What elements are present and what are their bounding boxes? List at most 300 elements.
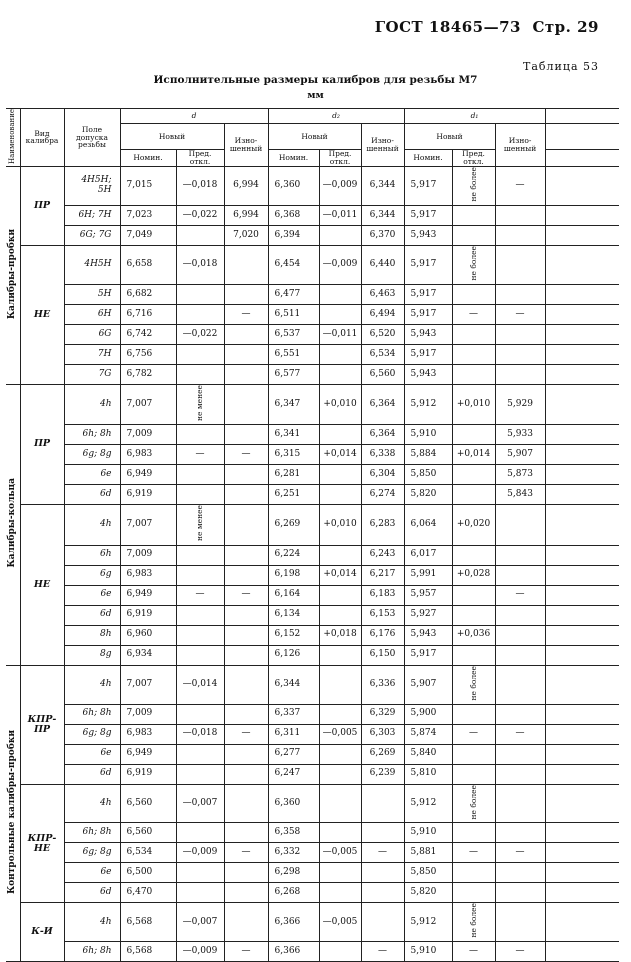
d2-nom: 6,347 bbox=[268, 384, 319, 424]
d2-nom: 6,341 bbox=[268, 425, 319, 445]
d2-izn: 6,336 bbox=[361, 665, 404, 704]
d-nom: 6,534 bbox=[120, 843, 176, 863]
d-nom: 6,919 bbox=[120, 764, 176, 784]
tolerance-field: 6e bbox=[64, 744, 120, 764]
table-row bbox=[6, 645, 619, 665]
d1-pred: — bbox=[452, 724, 495, 744]
d2-izn bbox=[361, 823, 404, 843]
d-pred bbox=[176, 863, 224, 883]
d1-izn bbox=[495, 744, 545, 764]
d2-izn bbox=[361, 883, 404, 903]
d1-izn bbox=[495, 284, 545, 304]
d2-izn bbox=[361, 903, 404, 942]
group-label-text: Калибры-кольца bbox=[7, 478, 18, 568]
d2-pred bbox=[319, 823, 361, 843]
d1-pred: +0,036 bbox=[452, 625, 495, 645]
d1-nom: 5,874 bbox=[404, 724, 452, 744]
d1-izn bbox=[495, 784, 545, 823]
d2-izn: 6,269 bbox=[361, 744, 404, 764]
d1-izn bbox=[495, 344, 545, 364]
col-d1-new: Новый bbox=[404, 124, 495, 150]
row-pad bbox=[545, 425, 619, 445]
d1-pred bbox=[452, 823, 495, 843]
d2-izn: 6,344 bbox=[361, 166, 404, 205]
d-nom: 6,919 bbox=[120, 605, 176, 625]
d1-izn: — bbox=[495, 724, 545, 744]
row-pad bbox=[545, 384, 619, 424]
d-izn bbox=[224, 284, 268, 304]
d1-izn bbox=[495, 863, 545, 883]
col-d2-izn: Изно-шенный bbox=[361, 124, 404, 167]
d2-pred bbox=[319, 344, 361, 364]
d2-nom: 6,477 bbox=[268, 284, 319, 304]
d1-nom: 5,927 bbox=[404, 605, 452, 625]
tolerance-field: 6d bbox=[64, 883, 120, 903]
d2-nom: 6,394 bbox=[268, 225, 319, 245]
d2-nom: 6,511 bbox=[268, 304, 319, 324]
d1-pred bbox=[452, 605, 495, 625]
d-izn: 6,994 bbox=[224, 166, 268, 205]
d2-pred: —0,009 bbox=[319, 166, 361, 205]
d-nom: 6,983 bbox=[120, 565, 176, 585]
d2-nom: 6,298 bbox=[268, 863, 319, 883]
row-pad bbox=[545, 505, 619, 545]
d2-izn: 6,338 bbox=[361, 445, 404, 465]
d1-pred bbox=[452, 344, 495, 364]
d-pred bbox=[176, 284, 224, 304]
tolerance-field: 6H; 7H bbox=[64, 205, 120, 225]
table-row bbox=[6, 485, 619, 505]
d2-izn: 6,364 bbox=[361, 425, 404, 445]
group-label bbox=[6, 665, 20, 962]
d-izn bbox=[224, 344, 268, 364]
row-pad bbox=[545, 344, 619, 364]
d1-pred bbox=[452, 645, 495, 665]
d1-nom: 5,912 bbox=[404, 784, 452, 823]
d2-pred: —0,011 bbox=[319, 324, 361, 344]
tolerance-field: 6g; 8g bbox=[64, 445, 120, 465]
d1-nom: 5,910 bbox=[404, 823, 452, 843]
col-d: d bbox=[120, 109, 268, 124]
d1-nom: 5,820 bbox=[404, 883, 452, 903]
d2-izn: 6,520 bbox=[361, 324, 404, 344]
tolerance-field: 6g; 8g bbox=[64, 724, 120, 744]
table-row bbox=[6, 665, 619, 704]
row-pad bbox=[545, 645, 619, 665]
d-pred: —0,009 bbox=[176, 942, 224, 962]
d1-izn bbox=[495, 505, 545, 545]
d2-izn: 6,534 bbox=[361, 344, 404, 364]
row-pad bbox=[545, 784, 619, 823]
d1-nom: 6,064 bbox=[404, 505, 452, 545]
d-pred: —0,014 bbox=[176, 665, 224, 704]
col-d2: d₂ bbox=[268, 109, 404, 124]
d1-nom: 5,943 bbox=[404, 225, 452, 245]
d2-nom: 6,454 bbox=[268, 245, 319, 284]
tolerance-field: 6e bbox=[64, 863, 120, 883]
d-izn bbox=[224, 485, 268, 505]
d1-pred: +0,010 bbox=[452, 384, 495, 424]
d2-nom: 6,277 bbox=[268, 744, 319, 764]
d2-izn: 6,150 bbox=[361, 645, 404, 665]
d-pred: —0,022 bbox=[176, 205, 224, 225]
d-pred bbox=[176, 744, 224, 764]
tolerance-field: 6g; 8g bbox=[64, 843, 120, 863]
d2-izn: 6,304 bbox=[361, 465, 404, 485]
d2-pred bbox=[319, 465, 361, 485]
row-pad bbox=[545, 364, 619, 384]
d2-izn: 6,463 bbox=[361, 284, 404, 304]
d2-pred: +0,010 bbox=[319, 505, 361, 545]
kind-label: ПР bbox=[20, 166, 64, 245]
table-row bbox=[6, 585, 619, 605]
d-pred bbox=[176, 505, 224, 545]
d-nom: 7,007 bbox=[120, 384, 176, 424]
d-izn bbox=[224, 545, 268, 565]
d-nom: 6,470 bbox=[120, 883, 176, 903]
row-pad bbox=[545, 304, 619, 324]
note-ne-menee: не менее bbox=[195, 505, 205, 542]
d-pred: —0,022 bbox=[176, 324, 224, 344]
d1-izn: — bbox=[495, 942, 545, 962]
d-nom: 6,983 bbox=[120, 445, 176, 465]
page-number: Стр. 29 bbox=[532, 18, 599, 36]
d2-nom: 6,311 bbox=[268, 724, 319, 744]
d-izn bbox=[224, 823, 268, 843]
d1-nom: 5,917 bbox=[404, 205, 452, 225]
d2-izn: 6,560 bbox=[361, 364, 404, 384]
d-nom: 6,716 bbox=[120, 304, 176, 324]
d-nom: 6,568 bbox=[120, 903, 176, 942]
d-nom: 6,568 bbox=[120, 942, 176, 962]
d1-izn: 5,933 bbox=[495, 425, 545, 445]
tolerance-field: 7G bbox=[64, 364, 120, 384]
d2-nom: 6,368 bbox=[268, 205, 319, 225]
d2-izn: 6,494 bbox=[361, 304, 404, 324]
d2-nom: 6,152 bbox=[268, 625, 319, 645]
d-izn: 7,020 bbox=[224, 225, 268, 245]
d-pred: —0,009 bbox=[176, 843, 224, 863]
d2-pred bbox=[319, 225, 361, 245]
d2-nom: 6,366 bbox=[268, 942, 319, 962]
d1-izn bbox=[495, 545, 545, 565]
d-nom: 7,007 bbox=[120, 505, 176, 545]
d-pred bbox=[176, 485, 224, 505]
d-izn: — bbox=[224, 942, 268, 962]
d2-nom: 6,269 bbox=[268, 505, 319, 545]
tolerance-field: 6d bbox=[64, 764, 120, 784]
col-d1-izn: Изно-шенный bbox=[495, 124, 545, 167]
d-izn bbox=[224, 245, 268, 284]
tolerance-field: 4h bbox=[64, 384, 120, 424]
d-izn bbox=[224, 565, 268, 585]
d1-pred bbox=[452, 744, 495, 764]
tolerance-field: 6d bbox=[64, 605, 120, 625]
d-izn bbox=[224, 645, 268, 665]
col-d2-nom: Номин. bbox=[268, 150, 319, 167]
d1-nom: 5,943 bbox=[404, 324, 452, 344]
group-label-text: Контрольные калибры-пробки bbox=[7, 729, 18, 894]
group-label-text: Калибры-пробки bbox=[7, 228, 18, 319]
col-d1-pred: Пред. откл. bbox=[452, 150, 495, 167]
row-pad bbox=[545, 166, 619, 205]
d2-nom: 6,332 bbox=[268, 843, 319, 863]
d1-pred bbox=[452, 485, 495, 505]
d1-pred: +0,020 bbox=[452, 505, 495, 545]
d1-izn: 5,929 bbox=[495, 384, 545, 424]
tolerance-field: 4h bbox=[64, 784, 120, 823]
page-header bbox=[375, 18, 599, 36]
d2-pred bbox=[319, 704, 361, 724]
d-pred bbox=[176, 605, 224, 625]
table-row bbox=[6, 605, 619, 625]
col-d1: d₁ bbox=[404, 109, 545, 124]
d2-nom: 6,337 bbox=[268, 704, 319, 724]
d-izn: — bbox=[224, 724, 268, 744]
d2-pred bbox=[319, 304, 361, 324]
tolerance-field: 5H bbox=[64, 284, 120, 304]
d2-izn: — bbox=[361, 942, 404, 962]
d2-nom: 6,224 bbox=[268, 545, 319, 565]
group-label bbox=[6, 384, 20, 665]
col-d-nom: Номин. bbox=[120, 150, 176, 167]
d1-pred bbox=[452, 465, 495, 485]
d1-izn bbox=[495, 364, 545, 384]
d1-nom: 5,912 bbox=[404, 384, 452, 424]
d-nom: 7,009 bbox=[120, 704, 176, 724]
d2-nom: 6,577 bbox=[268, 364, 319, 384]
d1-izn: 5,843 bbox=[495, 485, 545, 505]
d1-pred bbox=[452, 245, 495, 284]
d2-pred: +0,010 bbox=[319, 384, 361, 424]
d1-izn: 5,907 bbox=[495, 445, 545, 465]
table-row bbox=[6, 364, 619, 384]
col-d2-pred: Пред. откл. bbox=[319, 150, 361, 167]
col-naim: Наименование bbox=[6, 109, 20, 167]
d1-pred: +0,014 bbox=[452, 445, 495, 465]
row-pad bbox=[545, 565, 619, 585]
d-nom: 6,560 bbox=[120, 823, 176, 843]
row-pad bbox=[545, 843, 619, 863]
d-izn bbox=[224, 364, 268, 384]
row-pad bbox=[545, 863, 619, 883]
col-d-pred: Пред. откл. bbox=[176, 150, 224, 167]
d-izn bbox=[224, 465, 268, 485]
d-pred bbox=[176, 425, 224, 445]
d2-nom: 6,126 bbox=[268, 645, 319, 665]
tolerance-field: 6h; 8h bbox=[64, 425, 120, 445]
col-d2-new: Новый bbox=[268, 124, 361, 150]
gost-number: ГОСТ 18465—73 bbox=[374, 18, 521, 36]
d2-izn: 6,239 bbox=[361, 764, 404, 784]
d1-pred: — bbox=[452, 942, 495, 962]
d2-izn: 6,274 bbox=[361, 485, 404, 505]
table-title: Исполнительные размеры калибров для резьбы M7 bbox=[153, 74, 478, 86]
tolerance-field: 6e bbox=[64, 465, 120, 485]
d2-izn: 6,440 bbox=[361, 245, 404, 284]
d2-pred: —0,011 bbox=[319, 205, 361, 225]
table-row bbox=[6, 324, 619, 344]
d1-izn bbox=[495, 704, 545, 724]
d1-nom: 5,943 bbox=[404, 625, 452, 645]
d2-pred bbox=[319, 784, 361, 823]
d2-pred: +0,014 bbox=[319, 445, 361, 465]
d2-izn: 6,370 bbox=[361, 225, 404, 245]
d1-izn bbox=[495, 205, 545, 225]
calibre-table bbox=[6, 108, 619, 962]
tolerance-field: 6h; 8h bbox=[64, 823, 120, 843]
d-izn bbox=[224, 425, 268, 445]
d1-izn bbox=[495, 324, 545, 344]
d-nom: 6,983 bbox=[120, 724, 176, 744]
table-row bbox=[6, 465, 619, 485]
tolerance-field: 6H bbox=[64, 304, 120, 324]
d1-izn bbox=[495, 883, 545, 903]
note-ne-bolee: не более bbox=[468, 784, 478, 820]
d-izn bbox=[224, 784, 268, 823]
d1-pred: — bbox=[452, 843, 495, 863]
d1-nom: 5,917 bbox=[404, 344, 452, 364]
d1-izn: — bbox=[495, 304, 545, 324]
row-pad bbox=[545, 324, 619, 344]
d2-nom: 6,247 bbox=[268, 764, 319, 784]
d1-nom: 5,991 bbox=[404, 565, 452, 585]
d-nom: 6,560 bbox=[120, 784, 176, 823]
d1-pred: — bbox=[452, 304, 495, 324]
tolerance-field: 4h bbox=[64, 665, 120, 704]
d1-nom: 5,917 bbox=[404, 284, 452, 304]
d-nom: 7,009 bbox=[120, 425, 176, 445]
kind-label: НЕ bbox=[20, 505, 64, 665]
d-nom: 6,782 bbox=[120, 364, 176, 384]
table-row bbox=[6, 245, 619, 284]
d-izn bbox=[224, 625, 268, 645]
note-ne-bolee: не более bbox=[468, 665, 478, 701]
d-nom: 6,949 bbox=[120, 585, 176, 605]
table-row bbox=[6, 942, 619, 962]
d2-nom: 6,315 bbox=[268, 445, 319, 465]
tolerance-field: 6G; 7G bbox=[64, 225, 120, 245]
kind-label: К-И bbox=[20, 903, 64, 962]
table-row bbox=[6, 284, 619, 304]
d1-nom: 5,912 bbox=[404, 903, 452, 942]
tolerance-field: 4H5H bbox=[64, 245, 120, 284]
d1-pred bbox=[452, 903, 495, 942]
d-nom: 6,658 bbox=[120, 245, 176, 284]
d1-pred bbox=[452, 883, 495, 903]
d2-izn: 6,303 bbox=[361, 724, 404, 744]
d1-izn: — bbox=[495, 166, 545, 205]
d2-pred: —0,005 bbox=[319, 724, 361, 744]
d-nom: 6,919 bbox=[120, 485, 176, 505]
d2-nom: 6,358 bbox=[268, 823, 319, 843]
table-unit: мм bbox=[307, 90, 324, 101]
d-izn bbox=[224, 324, 268, 344]
table-number: Таблица 53 bbox=[523, 60, 599, 73]
d1-izn bbox=[495, 225, 545, 245]
d-izn bbox=[224, 605, 268, 625]
d1-izn: 5,873 bbox=[495, 465, 545, 485]
table-row bbox=[6, 445, 619, 465]
row-pad bbox=[545, 225, 619, 245]
d2-nom: 6,366 bbox=[268, 903, 319, 942]
kind-label: КПР-НЕ bbox=[20, 784, 64, 903]
d-pred bbox=[176, 704, 224, 724]
d-pred bbox=[176, 225, 224, 245]
d2-izn bbox=[361, 863, 404, 883]
d1-pred bbox=[452, 764, 495, 784]
row-pad bbox=[545, 724, 619, 744]
d-pred bbox=[176, 304, 224, 324]
table-row bbox=[6, 384, 619, 424]
d-pred bbox=[176, 465, 224, 485]
table-row bbox=[6, 744, 619, 764]
d1-nom: 5,917 bbox=[404, 166, 452, 205]
d1-pred bbox=[452, 205, 495, 225]
row-pad bbox=[545, 605, 619, 625]
table-row bbox=[6, 903, 619, 942]
d2-pred bbox=[319, 545, 361, 565]
row-pad bbox=[545, 665, 619, 704]
d2-pred bbox=[319, 883, 361, 903]
d2-izn: — bbox=[361, 843, 404, 863]
d2-izn: 6,283 bbox=[361, 505, 404, 545]
d1-nom: 5,957 bbox=[404, 585, 452, 605]
table-row bbox=[6, 724, 619, 744]
d2-pred bbox=[319, 764, 361, 784]
row-pad bbox=[545, 744, 619, 764]
table-row bbox=[6, 704, 619, 724]
d-izn bbox=[224, 505, 268, 545]
table-row bbox=[6, 166, 619, 205]
d2-izn: 6,329 bbox=[361, 704, 404, 724]
tolerance-field: 6d bbox=[64, 485, 120, 505]
d1-pred bbox=[452, 225, 495, 245]
tolerance-field: 4h bbox=[64, 505, 120, 545]
d2-nom: 6,198 bbox=[268, 565, 319, 585]
tolerance-field: 6h bbox=[64, 545, 120, 565]
d1-izn bbox=[495, 903, 545, 942]
d1-pred bbox=[452, 704, 495, 724]
col-d-new: Новый bbox=[120, 124, 224, 150]
col-vid: Вид калибра bbox=[20, 109, 64, 167]
d1-pred bbox=[452, 545, 495, 565]
table-row bbox=[6, 625, 619, 645]
d1-pred bbox=[452, 784, 495, 823]
d1-pred bbox=[452, 425, 495, 445]
row-pad bbox=[545, 585, 619, 605]
note-ne-bolee: не более bbox=[468, 166, 478, 202]
note-ne-bolee: не более bbox=[468, 903, 478, 938]
d1-izn: — bbox=[495, 843, 545, 863]
d-pred: —0,007 bbox=[176, 903, 224, 942]
d-nom: 7,023 bbox=[120, 205, 176, 225]
d2-pred bbox=[319, 425, 361, 445]
d2-pred: —0,005 bbox=[319, 843, 361, 863]
row-pad bbox=[545, 625, 619, 645]
d-pred bbox=[176, 625, 224, 645]
d1-nom: 5,820 bbox=[404, 485, 452, 505]
d2-pred bbox=[319, 585, 361, 605]
d1-pred bbox=[452, 284, 495, 304]
d2-pred bbox=[319, 942, 361, 962]
d-pred bbox=[176, 545, 224, 565]
table-row bbox=[6, 883, 619, 903]
d1-nom: 5,850 bbox=[404, 863, 452, 883]
row-pad bbox=[545, 942, 619, 962]
note-ne-menee: не менее bbox=[195, 384, 205, 421]
d2-pred bbox=[319, 485, 361, 505]
